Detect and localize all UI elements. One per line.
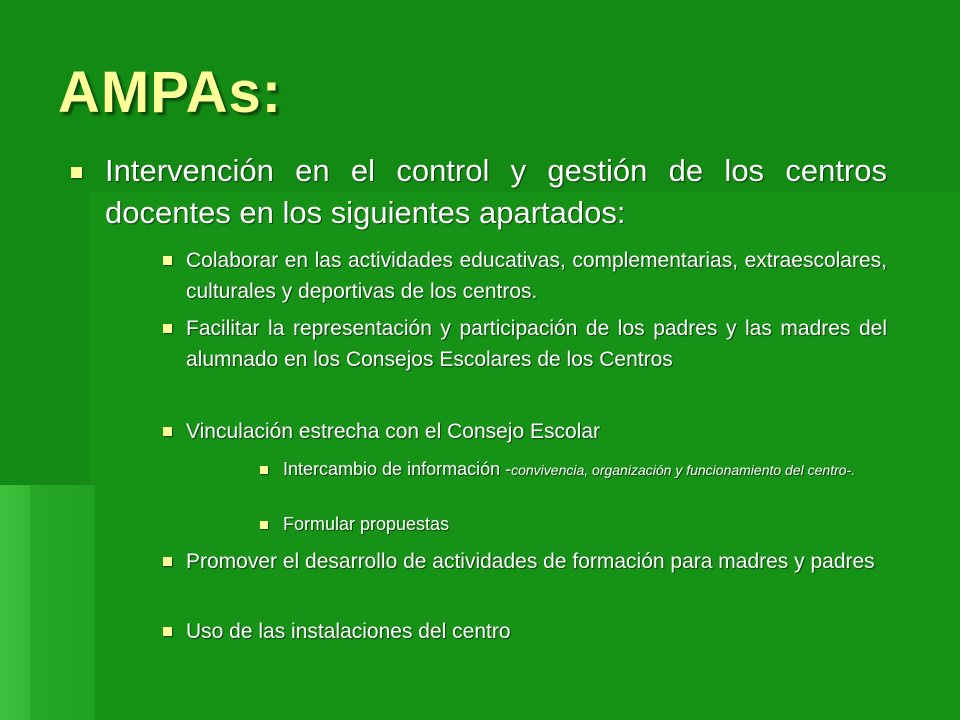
sub-list-item-main: Intercambio de información -: [283, 459, 512, 479]
square-bullet-icon: [163, 427, 172, 436]
slide-title: AMPAs:: [58, 60, 283, 125]
list-item-text: Facilitar la representación y participación de los padres y las madres del alumnado en los Consejos Escolares de los Centros: [186, 317, 887, 371]
list-item: [186, 416, 887, 447]
sub-list-item: [283, 457, 887, 483]
main-bullet-item: [105, 150, 887, 234]
square-bullet-icon: [260, 466, 268, 474]
list-item-text: Promover el desarrollo de actividades de formación para madres y padres: [186, 550, 875, 573]
list-item: [186, 313, 887, 375]
list-item: [186, 546, 887, 577]
sub-list-item: [283, 512, 887, 537]
main-bullet-text: Intervención en el control y gestión de los centros docentes en los siguientes apartados:: [105, 153, 887, 230]
list-item-text: Vinculación estrecha con el Consejo Escolar: [186, 420, 601, 443]
sub-list-item-text: [283, 457, 887, 483]
list-item-text: Uso de las instalaciones del centro: [186, 620, 511, 643]
list-item: [186, 616, 887, 647]
list-item-text: Colaborar en las actividades educativas, complementarias, extraescolares, culturales y deportivas de los centros.: [186, 249, 887, 303]
square-bullet-icon: [163, 324, 172, 333]
square-bullet-icon: [260, 521, 268, 529]
list-item: [186, 245, 887, 307]
square-bullet-icon: [163, 557, 172, 566]
sub-list-item-text: Formular propuestas: [283, 514, 450, 534]
sub-list-item-detail: convivencia, organización y funcionamiento del centro-.: [511, 462, 856, 478]
square-bullet-icon: [163, 627, 172, 636]
square-bullet-icon: [71, 167, 82, 178]
square-bullet-icon: [163, 256, 172, 265]
